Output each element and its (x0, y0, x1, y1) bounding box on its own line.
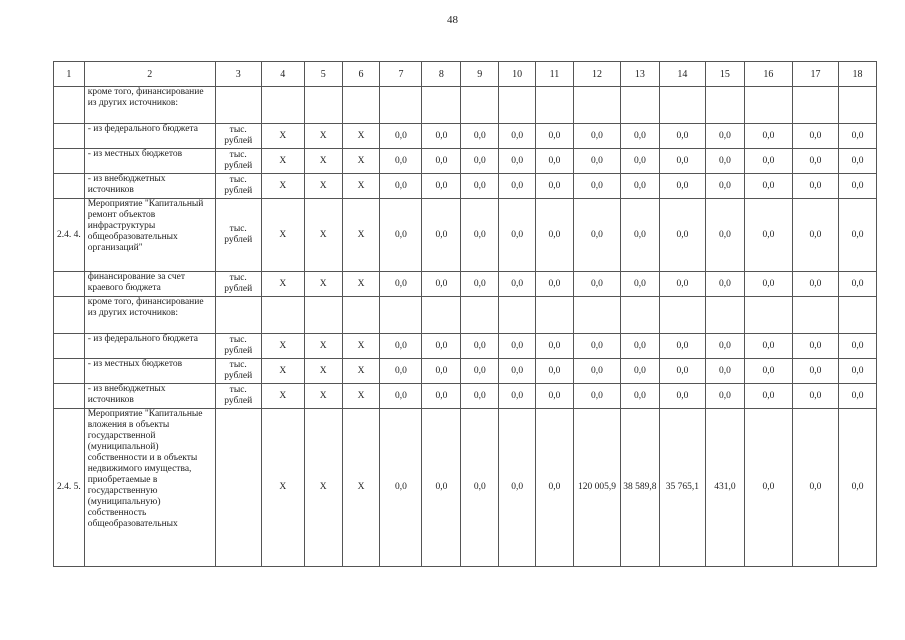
value-cell: 0,0 (461, 384, 499, 409)
value-cell: 0,0 (380, 334, 422, 359)
value-cell: 0,0 (422, 124, 461, 149)
value-cell: 0,0 (536, 272, 574, 297)
value-cell: Х (261, 149, 304, 174)
value-cell: 0,0 (659, 359, 705, 384)
value-cell: 0,0 (792, 174, 838, 199)
value-cell: 0,0 (461, 334, 499, 359)
unit-cell (215, 87, 261, 124)
value-cell: 0,0 (839, 272, 877, 297)
value-cell: 0,0 (744, 334, 792, 359)
value-cell: 0,0 (839, 359, 877, 384)
value-cell: 0,0 (380, 384, 422, 409)
value-cell (461, 87, 499, 124)
value-cell: 0,0 (620, 174, 659, 199)
value-cell: Х (342, 384, 380, 409)
table-row (54, 199, 877, 272)
value-cell: Х (304, 149, 342, 174)
table-row (54, 124, 877, 149)
value-cell (659, 87, 705, 124)
value-cell: 0,0 (461, 124, 499, 149)
column-header: 8 (422, 62, 461, 87)
unit-cell: тыс. рублей (215, 334, 261, 359)
table-row (54, 334, 877, 359)
value-cell: 0,0 (792, 334, 838, 359)
table-row (54, 149, 877, 174)
value-cell (461, 297, 499, 334)
value-cell: 0,0 (461, 174, 499, 199)
value-cell (573, 87, 620, 124)
value-cell: 0,0 (744, 384, 792, 409)
unit-cell: тыс. рублей (215, 272, 261, 297)
table-row (54, 174, 877, 199)
value-cell: 120 005,9 (573, 409, 620, 567)
column-header: 17 (792, 62, 838, 87)
value-cell: 0,0 (380, 149, 422, 174)
value-cell: 0,0 (620, 124, 659, 149)
value-cell (620, 297, 659, 334)
value-cell: 0,0 (573, 359, 620, 384)
value-cell: 0,0 (744, 359, 792, 384)
value-cell (422, 297, 461, 334)
value-cell: 0,0 (659, 174, 705, 199)
value-cell (499, 297, 536, 334)
row-name: - из местных бюджетов (84, 149, 215, 174)
row-code (54, 297, 85, 334)
value-cell: 0,0 (744, 174, 792, 199)
value-cell: 0,0 (422, 272, 461, 297)
value-cell: 431,0 (705, 409, 744, 567)
value-cell: 0,0 (744, 124, 792, 149)
table-row (54, 272, 877, 297)
value-cell: 0,0 (536, 174, 574, 199)
row-name: Мероприятие "Капитальные вложения в объекты государственной (муниципальной) собственности и в объекты недвижимого имущества, приобретаемые в государственную (муниципальную) собственность общеобразовательных (84, 409, 215, 567)
value-cell: 0,0 (461, 199, 499, 272)
row-name: кроме того, финансирование из других источников: (84, 87, 215, 124)
column-header: 14 (659, 62, 705, 87)
value-cell: Х (261, 359, 304, 384)
row-code: 2.4. 4. (54, 199, 85, 272)
table-row (54, 297, 877, 334)
value-cell: 0,0 (380, 359, 422, 384)
column-header: 6 (342, 62, 380, 87)
row-name: кроме того, финансирование из других источников: (84, 297, 215, 334)
value-cell: Х (342, 124, 380, 149)
value-cell: 0,0 (705, 199, 744, 272)
value-cell: Х (342, 359, 380, 384)
column-header: 15 (705, 62, 744, 87)
value-cell: 0,0 (499, 409, 536, 567)
value-cell: 0,0 (792, 384, 838, 409)
value-cell: 0,0 (461, 409, 499, 567)
value-cell: Х (304, 384, 342, 409)
value-cell (499, 87, 536, 124)
value-cell: 0,0 (705, 272, 744, 297)
value-cell: 0,0 (573, 124, 620, 149)
value-cell: Х (342, 409, 380, 567)
value-cell (839, 87, 877, 124)
value-cell: 0,0 (422, 199, 461, 272)
row-name: - из внебюджетных источников (84, 384, 215, 409)
value-cell: 0,0 (705, 384, 744, 409)
value-cell: 0,0 (380, 174, 422, 199)
row-code (54, 272, 85, 297)
value-cell: 35 765,1 (659, 409, 705, 567)
row-code (54, 174, 85, 199)
value-cell: 0,0 (620, 199, 659, 272)
table-row (54, 359, 877, 384)
value-cell: 0,0 (659, 199, 705, 272)
value-cell: 0,0 (744, 272, 792, 297)
column-header: 2 (84, 62, 215, 87)
value-cell: 0,0 (620, 272, 659, 297)
value-cell: 0,0 (705, 124, 744, 149)
value-cell: 0,0 (422, 334, 461, 359)
value-cell: 0,0 (499, 149, 536, 174)
row-code (54, 334, 85, 359)
value-cell: 0,0 (536, 334, 574, 359)
value-cell: 0,0 (744, 199, 792, 272)
value-cell (705, 87, 744, 124)
page-number: 48 (447, 14, 458, 26)
value-cell: Х (304, 124, 342, 149)
column-header: 7 (380, 62, 422, 87)
value-cell: 0,0 (659, 384, 705, 409)
value-cell: 0,0 (839, 199, 877, 272)
column-header: 18 (839, 62, 877, 87)
value-cell: 0,0 (536, 199, 574, 272)
row-name: - из федерального бюджета (84, 334, 215, 359)
unit-cell: тыс. рублей (215, 199, 261, 272)
value-cell: 0,0 (620, 334, 659, 359)
value-cell: 0,0 (573, 174, 620, 199)
unit-cell: тыс. рублей (215, 124, 261, 149)
value-cell: Х (261, 384, 304, 409)
value-cell: 0,0 (839, 334, 877, 359)
value-cell: 0,0 (536, 359, 574, 384)
value-cell: 0,0 (659, 272, 705, 297)
value-cell (792, 297, 838, 334)
value-cell: 0,0 (499, 384, 536, 409)
value-cell: 0,0 (620, 384, 659, 409)
column-header: 11 (536, 62, 574, 87)
value-cell: Х (261, 124, 304, 149)
value-cell: 0,0 (620, 359, 659, 384)
value-cell: 0,0 (705, 334, 744, 359)
value-cell: 0,0 (380, 199, 422, 272)
value-cell: 0,0 (573, 334, 620, 359)
value-cell: 0,0 (659, 334, 705, 359)
value-cell: 0,0 (792, 359, 838, 384)
value-cell (536, 87, 574, 124)
row-name: - из федерального бюджета (84, 124, 215, 149)
value-cell: 0,0 (536, 149, 574, 174)
value-cell: 0,0 (422, 384, 461, 409)
value-cell: 0,0 (839, 124, 877, 149)
value-cell (342, 87, 380, 124)
row-name: - из внебюджетных источников (84, 174, 215, 199)
unit-cell (215, 297, 261, 334)
value-cell (744, 87, 792, 124)
value-cell: 0,0 (573, 272, 620, 297)
value-cell: 0,0 (744, 409, 792, 567)
header-row (54, 62, 877, 87)
value-cell (573, 297, 620, 334)
value-cell: Х (342, 149, 380, 174)
value-cell: 0,0 (620, 149, 659, 174)
budget-table (53, 61, 877, 567)
value-cell: 0,0 (705, 174, 744, 199)
value-cell: 0,0 (839, 174, 877, 199)
table-row (54, 87, 877, 124)
column-header: 10 (499, 62, 536, 87)
value-cell: 38 589,8 (620, 409, 659, 567)
table-row (54, 384, 877, 409)
value-cell: 0,0 (573, 149, 620, 174)
unit-cell: тыс. рублей (215, 359, 261, 384)
value-cell: 0,0 (792, 272, 838, 297)
value-cell: Х (261, 409, 304, 567)
column-header: 9 (461, 62, 499, 87)
row-code: 2.4. 5. (54, 409, 85, 567)
column-header: 4 (261, 62, 304, 87)
value-cell (261, 87, 304, 124)
value-cell: Х (261, 334, 304, 359)
value-cell: 0,0 (499, 174, 536, 199)
value-cell: Х (261, 199, 304, 272)
row-code (54, 149, 85, 174)
unit-cell: тыс. рублей (215, 149, 261, 174)
value-cell: 0,0 (380, 409, 422, 567)
value-cell: 0,0 (839, 384, 877, 409)
value-cell: 0,0 (705, 359, 744, 384)
table-row (54, 409, 877, 567)
value-cell: 0,0 (499, 334, 536, 359)
value-cell (422, 87, 461, 124)
value-cell: 0,0 (705, 149, 744, 174)
value-cell: 0,0 (792, 149, 838, 174)
column-header: 1 (54, 62, 85, 87)
row-name: Мероприятие "Капитальный ремонт объектов инфраструктуры общеобразовательных организаций" (84, 199, 215, 272)
column-header: 5 (304, 62, 342, 87)
value-cell: 0,0 (744, 149, 792, 174)
value-cell: 0,0 (380, 272, 422, 297)
value-cell (304, 87, 342, 124)
value-cell: 0,0 (573, 199, 620, 272)
value-cell: Х (342, 199, 380, 272)
column-header: 3 (215, 62, 261, 87)
value-cell (744, 297, 792, 334)
value-cell: 0,0 (499, 359, 536, 384)
value-cell: 0,0 (839, 149, 877, 174)
column-header: 16 (744, 62, 792, 87)
row-name: финансирование за счет краевого бюджета (84, 272, 215, 297)
value-cell (380, 297, 422, 334)
unit-cell (215, 409, 261, 567)
value-cell (659, 297, 705, 334)
value-cell: 0,0 (461, 359, 499, 384)
value-cell: Х (261, 174, 304, 199)
value-cell (792, 87, 838, 124)
value-cell: 0,0 (499, 272, 536, 297)
value-cell: Х (342, 272, 380, 297)
row-code (54, 359, 85, 384)
value-cell: Х (342, 334, 380, 359)
column-header: 12 (573, 62, 620, 87)
value-cell: Х (304, 174, 342, 199)
value-cell: Х (304, 272, 342, 297)
value-cell: Х (304, 199, 342, 272)
row-code (54, 384, 85, 409)
unit-cell: тыс. рублей (215, 384, 261, 409)
value-cell: 0,0 (499, 124, 536, 149)
value-cell: 0,0 (792, 409, 838, 567)
row-name: - из местных бюджетов (84, 359, 215, 384)
value-cell: 0,0 (422, 359, 461, 384)
value-cell: 0,0 (422, 409, 461, 567)
column-header: 13 (620, 62, 659, 87)
value-cell: 0,0 (461, 149, 499, 174)
value-cell: 0,0 (536, 409, 574, 567)
value-cell: Х (342, 174, 380, 199)
row-code (54, 87, 85, 124)
value-cell: Х (304, 334, 342, 359)
value-cell: 0,0 (422, 174, 461, 199)
value-cell (380, 87, 422, 124)
value-cell (261, 297, 304, 334)
value-cell: 0,0 (536, 124, 574, 149)
value-cell: Х (261, 272, 304, 297)
unit-cell: тыс. рублей (215, 174, 261, 199)
value-cell (705, 297, 744, 334)
value-cell: 0,0 (792, 124, 838, 149)
value-cell (342, 297, 380, 334)
value-cell: 0,0 (573, 384, 620, 409)
value-cell: 0,0 (659, 124, 705, 149)
value-cell: 0,0 (461, 272, 499, 297)
value-cell: 0,0 (380, 124, 422, 149)
value-cell (620, 87, 659, 124)
row-code (54, 124, 85, 149)
value-cell: 0,0 (792, 199, 838, 272)
value-cell: 0,0 (422, 149, 461, 174)
value-cell (839, 297, 877, 334)
value-cell: Х (304, 359, 342, 384)
value-cell: 0,0 (499, 199, 536, 272)
value-cell (304, 297, 342, 334)
value-cell: 0,0 (536, 384, 574, 409)
value-cell: Х (304, 409, 342, 567)
value-cell: 0,0 (839, 409, 877, 567)
value-cell (536, 297, 574, 334)
value-cell: 0,0 (659, 149, 705, 174)
